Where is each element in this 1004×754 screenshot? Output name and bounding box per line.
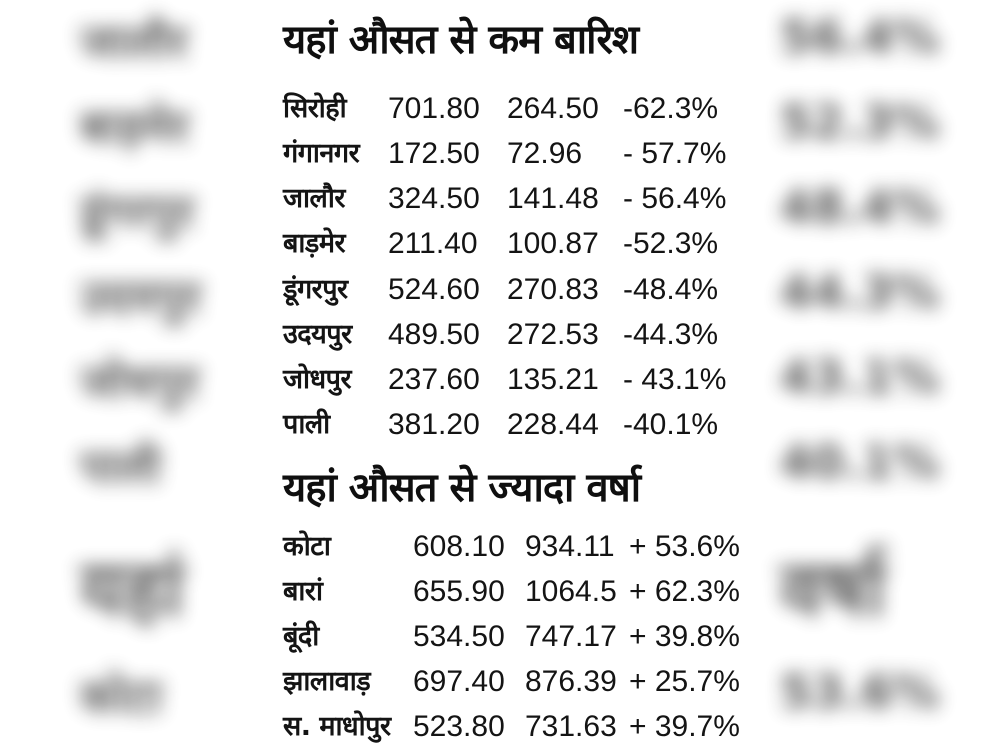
blurred-text: बाड़मेर <box>80 100 190 154</box>
district-name: बाड़मेर <box>283 228 346 259</box>
blurred-text: डूंगरपुर <box>80 185 195 239</box>
blurred-text: जोधपुर <box>80 355 200 409</box>
table-row <box>245 358 760 402</box>
heading-above-average: यहां औसत से ज्यादा वर्षा <box>283 465 641 511</box>
percent-change: -40.1% <box>623 408 719 441</box>
percent-change: + 39.7% <box>629 710 740 743</box>
blurred-text: 48.4% <box>780 180 940 234</box>
actual-rainfall: 141.48 <box>507 182 599 215</box>
normal-rainfall: 324.50 <box>388 182 480 215</box>
actual-rainfall: 135.21 <box>507 363 599 396</box>
table-row <box>245 570 760 614</box>
actual-rainfall: 1064.5 <box>525 575 617 608</box>
table-row <box>245 222 760 266</box>
table-row <box>245 177 760 221</box>
normal-rainfall: 523.80 <box>413 710 505 743</box>
blurred-text: 53.6% <box>780 665 940 719</box>
table-row <box>245 268 760 312</box>
percent-change: -52.3% <box>623 227 719 260</box>
actual-rainfall: 228.44 <box>507 408 599 441</box>
district-name: डूंगरपुर <box>283 274 348 305</box>
district-name: सिरोही <box>283 93 347 124</box>
percent-change: + 62.3% <box>629 575 740 608</box>
blurred-text: वर्षा <box>780 544 886 633</box>
table-row <box>245 660 760 704</box>
table-row <box>245 403 760 447</box>
blurred-text: 40.1% <box>780 435 940 489</box>
blurred-text: यहां <box>80 544 185 633</box>
rainfall-clipping <box>245 0 760 754</box>
actual-rainfall: 876.39 <box>525 665 617 698</box>
normal-rainfall: 489.50 <box>388 318 480 351</box>
district-name: कोटा <box>283 531 331 562</box>
district-name: झालावाड़ <box>283 666 371 697</box>
district-name: गंगानगर <box>283 138 360 169</box>
blurred-text: जालौर <box>80 15 188 69</box>
blurred-text: कोटा <box>80 670 163 724</box>
table-row <box>245 87 760 131</box>
normal-rainfall: 381.20 <box>388 408 480 441</box>
district-name: जालौर <box>283 183 345 214</box>
table-row <box>245 525 760 569</box>
percent-change: -62.3% <box>623 92 719 125</box>
district-name: उदयपुर <box>283 319 352 350</box>
table-row <box>245 313 760 357</box>
district-name: पाली <box>283 409 330 440</box>
actual-rainfall: 264.50 <box>507 92 599 125</box>
district-name: जोधपुर <box>283 364 352 395</box>
blurred-backdrop-right <box>760 0 1004 754</box>
percent-change: + 25.7% <box>629 665 740 698</box>
normal-rainfall: 534.50 <box>413 620 505 653</box>
district-name: स. माधोपुर <box>283 711 391 742</box>
percent-change: -48.4% <box>623 273 719 306</box>
percent-change: - 43.1% <box>623 363 727 396</box>
blurred-text: 56.4% <box>780 10 940 64</box>
normal-rainfall: 655.90 <box>413 575 505 608</box>
district-name: बूंदी <box>283 621 319 652</box>
percent-change: -44.3% <box>623 318 719 351</box>
actual-rainfall: 72.96 <box>507 137 583 170</box>
percent-change: - 56.4% <box>623 182 727 215</box>
normal-rainfall: 211.40 <box>388 227 478 260</box>
normal-rainfall: 697.40 <box>413 665 505 698</box>
normal-rainfall: 608.10 <box>413 530 505 563</box>
normal-rainfall: 701.80 <box>388 92 480 125</box>
percent-change: + 53.6% <box>629 530 740 563</box>
table-row <box>245 615 760 659</box>
normal-rainfall: 524.60 <box>388 273 480 306</box>
table-row <box>245 705 760 749</box>
normal-rainfall: 172.50 <box>388 137 480 170</box>
actual-rainfall: 731.63 <box>525 710 617 743</box>
blurred-text: पाली <box>80 440 162 494</box>
heading-below-average: यहां औसत से कम बारिश <box>283 17 639 63</box>
table-row <box>245 132 760 176</box>
blurred-text: 44.3% <box>780 265 940 319</box>
actual-rainfall: 272.53 <box>507 318 599 351</box>
blurred-text: उदयपुर <box>80 270 202 324</box>
actual-rainfall: 934.11 <box>525 530 615 563</box>
district-name: बारां <box>283 576 323 607</box>
normal-rainfall: 237.60 <box>388 363 480 396</box>
blurred-backdrop-left <box>0 0 245 754</box>
blurred-text: 52.3% <box>780 95 940 149</box>
blurred-text: 43.1% <box>780 350 940 404</box>
actual-rainfall: 100.87 <box>507 227 599 260</box>
percent-change: - 57.7% <box>623 137 727 170</box>
percent-change: + 39.8% <box>629 620 740 653</box>
actual-rainfall: 270.83 <box>507 273 599 306</box>
actual-rainfall: 747.17 <box>525 620 617 653</box>
